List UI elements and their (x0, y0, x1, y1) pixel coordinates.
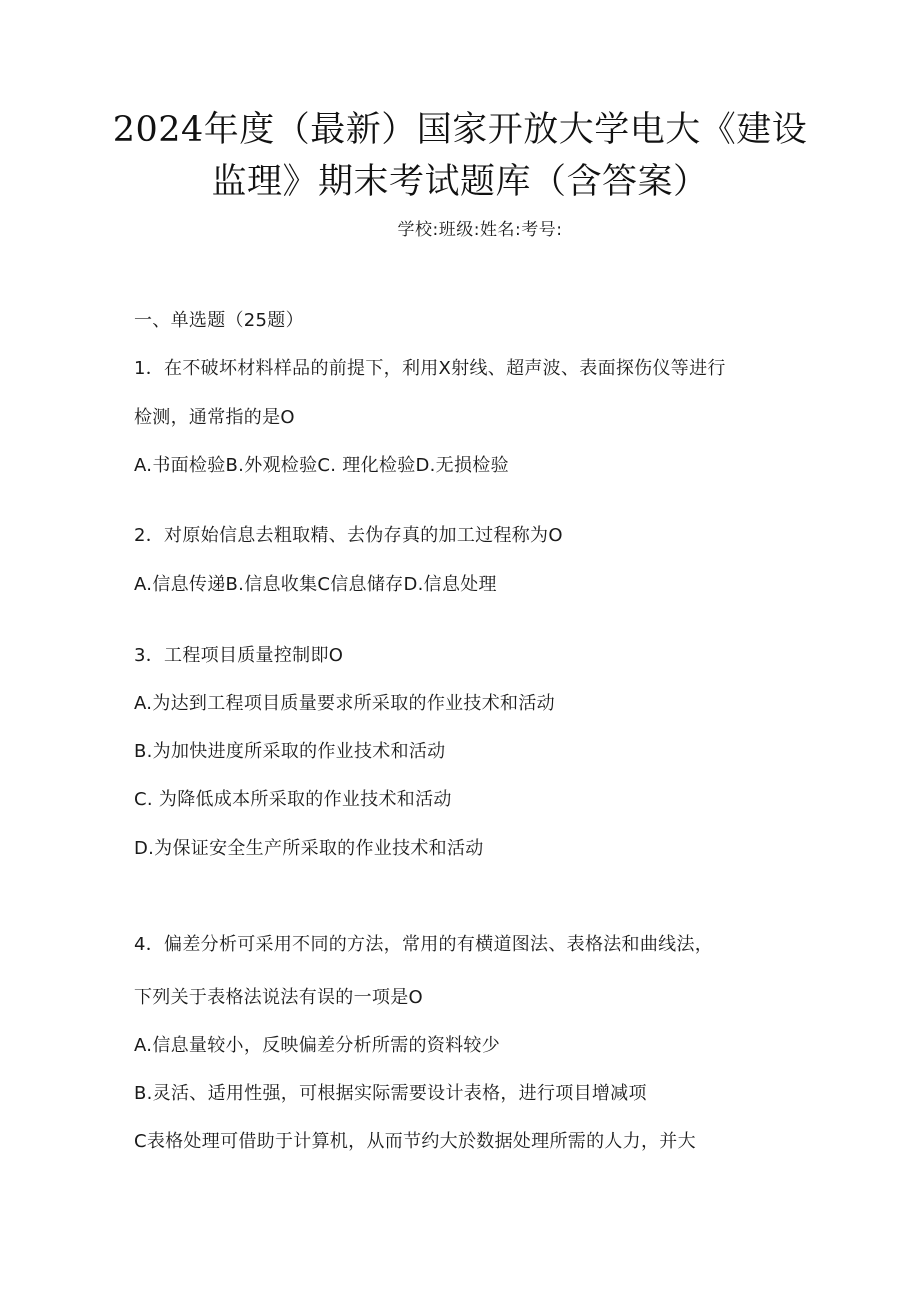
student-info-line: 学校:班级:姓名:考号: (397, 220, 563, 240)
question-3-option-b: B.为加快进度所采取的作业技术和活动 (134, 741, 446, 762)
question-3-stem: 3．工程项目质量控制即O (134, 645, 344, 666)
question-1-options: A.书面检验B.外观检验C. 理化检验D.无损检验 (134, 455, 509, 476)
question-2-options: A.信息传递B.信息收集C信息储存D.信息处理 (134, 574, 497, 595)
question-3-option-d: D.为保证安全生产所采取的作业技术和活动 (134, 838, 484, 859)
question-4-option-b: B.灵活、适用性强，可根据实际需要设计表格，进行项目增减项 (134, 1083, 647, 1104)
question-4-option-c: C表格处理可借助于计算机，从而节约大於数据处理所需的人力，并大 (134, 1131, 696, 1152)
question-4-stem-line-2: 下列关于表格法说法有误的一项是O (134, 987, 423, 1008)
section-heading: 一、单选题（25题） (134, 310, 304, 331)
document-title-line-1: 2024年度（最新）国家开放大学电大《建设 (112, 110, 808, 150)
question-1-stem-line-1: 1．在不破坏材料样品的前提下，利用X射线、超声波、表面探伤仪等进行 (134, 358, 726, 379)
question-4-stem-line-1: 4．偏差分析可采用不同的方法，常用的有横道图法、表格法和曲线法， (134, 934, 714, 955)
question-3-option-a: A.为达到工程项目质量要求所采取的作业技术和活动 (134, 693, 555, 714)
question-1-stem-line-2: 检测，通常指的是O (134, 407, 295, 428)
question-4-option-a: A.信息量较小，反映偏差分析所需的资料较少 (134, 1035, 501, 1056)
document-title-line-2: 监理》期末考试题库（含答案） (211, 162, 709, 202)
question-3-option-c: C. 为降低成本所采取的作业技术和活动 (134, 789, 452, 810)
question-2-stem: 2．对原始信息去粗取精、去伪存真的加工过程称为O (134, 525, 563, 546)
